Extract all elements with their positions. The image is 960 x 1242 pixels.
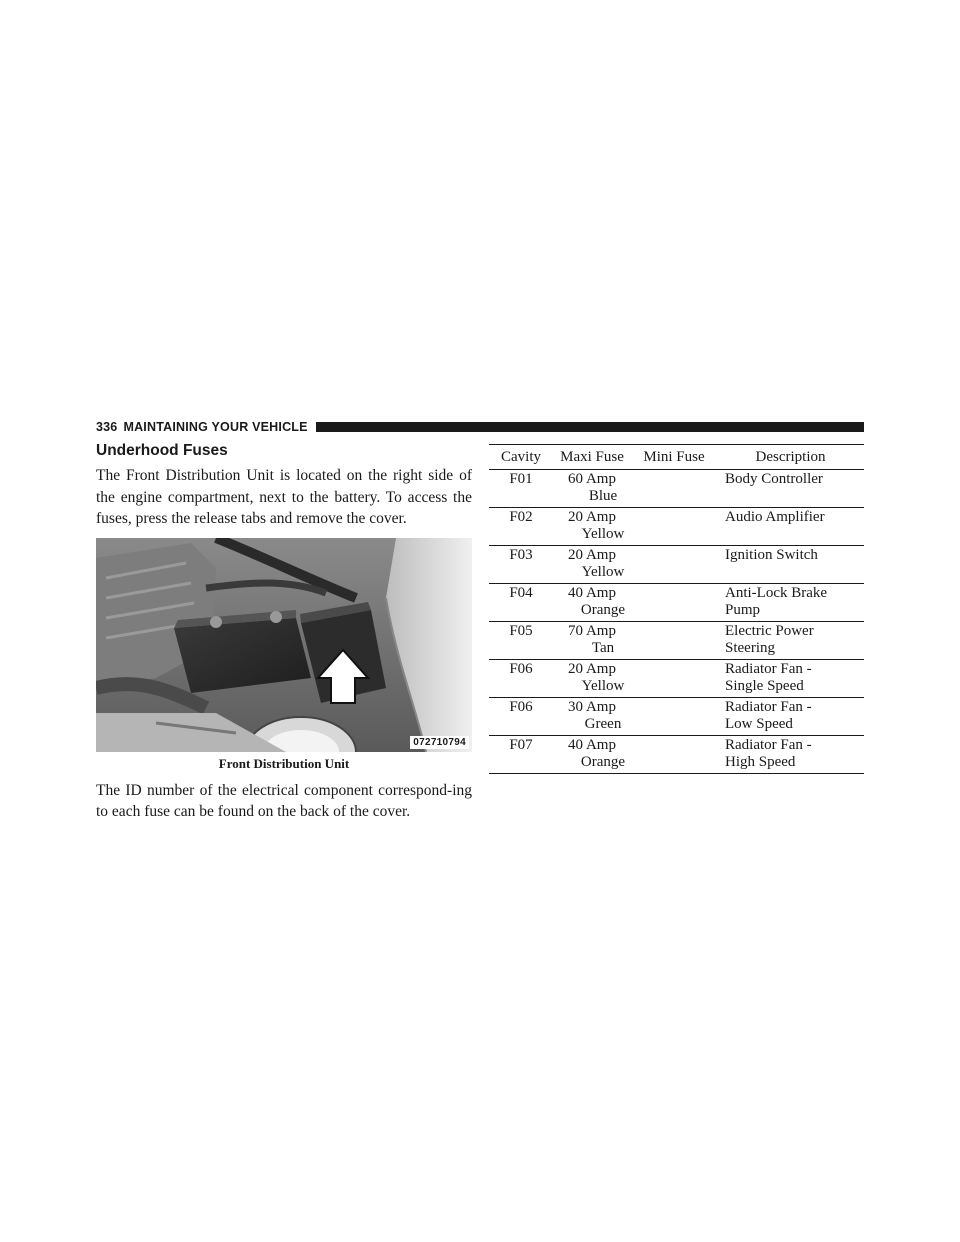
maxi-fuse-cell — [553, 508, 631, 546]
photo-reference-code: 072710794 — [410, 736, 469, 749]
mini-fuse-cell — [631, 508, 717, 546]
photo-caption: Front Distribution Unit — [218, 755, 350, 771]
maxi-amp: 70 Amp — [568, 623, 616, 639]
cavity-cell: F02 — [489, 508, 553, 546]
column-header-mini-fuse: Mini Fuse — [631, 445, 717, 470]
description-line-1: Radiator Fan - — [725, 737, 812, 753]
description-line-1: Radiator Fan - — [725, 661, 812, 677]
cavity-cell: F04 — [489, 584, 553, 622]
description-line-1: Electric Power — [725, 623, 814, 639]
description-line-1: Ignition Switch — [725, 547, 818, 563]
mini-fuse-cell — [631, 736, 717, 774]
description-cell — [717, 546, 864, 584]
table-row — [489, 508, 864, 546]
cavity-cell: F05 — [489, 622, 553, 660]
maxi-amp: 40 Amp — [568, 737, 616, 753]
maxi-amp: 40 Amp — [568, 585, 616, 601]
mini-fuse-cell — [631, 470, 717, 508]
description-cell — [717, 470, 864, 508]
description-cell — [717, 698, 864, 736]
description-cell — [717, 584, 864, 622]
fuse-table — [489, 444, 864, 774]
column-header-maxi-fuse: Maxi Fuse — [553, 445, 631, 470]
cavity-cell: F07 — [489, 736, 553, 774]
cavity-cell: F01 — [489, 470, 553, 508]
table-row — [489, 584, 864, 622]
description-line-1: Body Controller — [725, 471, 823, 487]
maxi-amp: 20 Amp — [568, 661, 616, 677]
description-line-2: Low Speed — [725, 716, 793, 732]
right-column — [489, 444, 864, 774]
maxi-fuse-cell — [553, 698, 631, 736]
maxi-color: Tan — [591, 640, 615, 656]
maxi-amp: 30 Amp — [568, 699, 616, 715]
page-number: 336 — [96, 420, 118, 434]
engine-compartment-photo — [96, 538, 472, 752]
header-rule — [316, 422, 864, 432]
description-cell — [717, 508, 864, 546]
mini-fuse-cell — [631, 622, 717, 660]
table-row — [489, 546, 864, 584]
description-cell — [717, 660, 864, 698]
table-row — [489, 736, 864, 774]
table-header-row — [489, 445, 864, 470]
maxi-color: Blue — [588, 488, 618, 504]
table-row — [489, 470, 864, 508]
maxi-amp: 60 Amp — [568, 471, 616, 487]
description-line-2: Pump — [725, 602, 761, 618]
maxi-fuse-cell — [553, 584, 631, 622]
mini-fuse-cell — [631, 660, 717, 698]
maxi-fuse-cell — [553, 660, 631, 698]
description-line-1: Radiator Fan - — [725, 699, 812, 715]
table-row — [489, 698, 864, 736]
id-number-paragraph: The ID number of the electrical component correspond-ing to each fuse can be found on the back of the cover. — [96, 781, 472, 820]
maxi-color: Yellow — [581, 678, 625, 694]
section-title: MAINTAINING YOUR VEHICLE — [123, 420, 308, 434]
maxi-fuse-cell — [553, 470, 631, 508]
table-row — [489, 622, 864, 660]
intro-paragraph: The Front Distribution Unit is located on the right side of the engine compartment, next to the battery. To access the fuses, press the release tabs and remove the cover. — [96, 467, 472, 527]
mini-fuse-cell — [631, 698, 717, 736]
maxi-fuse-cell — [553, 736, 631, 774]
maxi-fuse-cell — [553, 546, 631, 584]
description-cell — [717, 622, 864, 660]
cavity-cell: F06 — [489, 698, 553, 736]
maxi-color: Green — [584, 716, 622, 732]
maxi-amp: 20 Amp — [568, 547, 616, 563]
column-header-cavity: Cavity — [489, 445, 553, 470]
cavity-cell: F03 — [489, 546, 553, 584]
left-column — [96, 440, 472, 823]
maxi-color: Orange — [580, 602, 626, 618]
maxi-amp: 20 Amp — [568, 509, 616, 525]
maxi-color: Orange — [580, 754, 626, 770]
maxi-color: Yellow — [581, 526, 625, 542]
table-row — [489, 660, 864, 698]
description-line-2: Single Speed — [725, 678, 804, 694]
description-cell — [717, 736, 864, 774]
mini-fuse-cell — [631, 584, 717, 622]
description-line-2: High Speed — [725, 754, 796, 770]
running-header — [96, 419, 864, 435]
maxi-fuse-cell — [553, 622, 631, 660]
description-line-2: Steering — [725, 640, 775, 656]
mini-fuse-cell — [631, 546, 717, 584]
description-line-1: Audio Amplifier — [725, 509, 825, 525]
cavity-cell: F06 — [489, 660, 553, 698]
engine-photo-illustration — [96, 538, 472, 752]
maxi-color: Yellow — [581, 564, 625, 580]
column-header-description: Description — [717, 445, 864, 470]
section-heading: Underhood Fuses — [96, 442, 228, 459]
description-line-1: Anti-Lock Brake — [725, 585, 828, 601]
